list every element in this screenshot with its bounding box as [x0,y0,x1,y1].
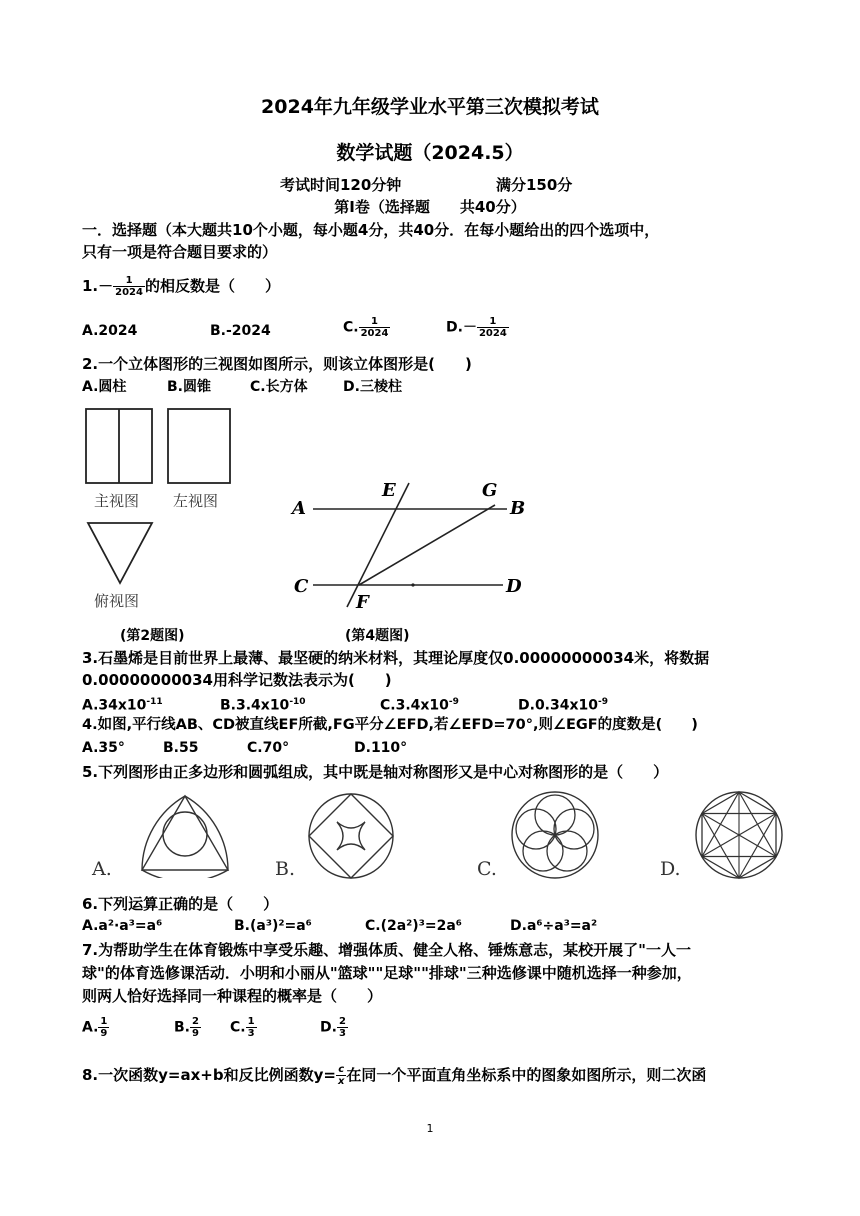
q5-label-a: A. [92,858,112,880]
question-8: 8.一次函数y=ax+b和反比例函数y= $\frac{c}{x}$ 在同一个平面直角坐标系中的图象如图所示，则二次函 [82,1064,707,1087]
q2-option-d: D.三棱柱 [343,379,402,395]
q2-option-a: A.圆柱 [82,379,127,395]
q5-figure-b [305,790,397,882]
page-number: 1 [426,1122,434,1135]
q1-option-b: B.-2024 [210,323,271,339]
page-title: 2024年九年级学业水平第三次模拟考试 [261,96,599,118]
q1-option-d: D.－ $\frac{1}{2024}$ [446,316,507,339]
q6-option-a: A.a²·a³=a⁶ [82,918,163,934]
q5-label-c: C. [477,858,497,880]
point-label-c: C [294,576,309,597]
q6-option-c: C.(2a²)³=2a⁶ [365,918,462,934]
q6-option-d: D.a⁶÷a³=a² [510,918,598,934]
question-7-line1: 7.为帮助学生在体育锻炼中享受乐趣、增强体质、健全人格、锤炼意志，某校开展了"一人一 [82,941,691,959]
q4-option-b: B.55 [163,740,199,756]
question-6: 6.下列运算正确的是（ ） [82,895,279,913]
q7-option-c: C. $\frac{1}{3}$ [230,1016,255,1039]
q7-option-d: D. $\frac{2}{3}$ [320,1016,346,1039]
q3-option-b: $B.3.4x10^{-10}$ [220,697,306,714]
q4-option-d: D.110° [354,740,408,756]
q4-option-c: C.70° [247,740,290,756]
side-view-label: 左视图 [173,492,219,510]
point-label-e: E [382,480,396,501]
section-intro-line1: 一．选择题（本大题共10个小题，每小题4分，共40分．在每小题给出的四个选项中， [82,221,660,239]
q2-option-c: C.长方体 [250,379,308,395]
page-subtitle: 数学试题（2024.5） [336,142,524,164]
q4-option-a: A.35° [82,740,125,756]
q5-label-b: B. [275,858,296,880]
q7-option-a: A. $\frac{1}{9}$ [82,1016,108,1039]
q3-option-d: $D.0.34x10^{-9}$ [518,697,608,714]
q5-figure-d [692,788,786,882]
point-label-g: G [482,480,498,501]
q5-figure-a [125,788,245,878]
question-3-line1: 3.石墨烯是目前世界上最薄、最坚硬的纳米材料，其理论厚度仅0.00000000034米，将数据 [82,649,710,667]
figure-2-caption: (第2题图) [120,628,185,644]
q5-label-d: D. [660,858,681,880]
parallel-lines-figure [285,475,535,615]
question-3-line2: 0.00000000034用科学记数法表示为( ) [82,671,392,689]
point-label-b: B [510,498,526,519]
question-4: 4.如图,平行线AB、CD被直线EF所截,FG平分∠EFD,若∠EFD=70°,则∠EGF的度数是( ) [82,717,698,733]
q6-option-b: B.(a³)²=a⁶ [234,918,312,934]
front-view-label: 主视图 [94,492,140,510]
point-label-d: D [506,576,522,597]
point-label-a: A [292,498,306,519]
volume-title: 第Ⅰ卷（选择题 共40分） [334,198,526,216]
q3-option-c: $C.3.4x10^{-9}$ [380,697,459,714]
question-5: 5.下列图形由正多边形和圆弧组成，其中既是轴对称图形又是中心对称图形的是（ ） [82,763,669,781]
top-view-label: 俯视图 [94,592,140,610]
exam-time: 考试时间120分钟 [280,176,402,194]
question-7-line3: 则两人恰好选择同一种课程的概率是（ ） [82,987,383,1005]
question-2: 2.一个立体图形的三视图如图所示，则该立体图形是( ) [82,355,472,373]
question-1: 1.－ $\frac{1}{2024}$ 的相反数是（ ） [82,275,280,298]
q1-option-c: C. $\frac{1}{2024}$ [343,316,389,339]
q2-option-b: B.圆锥 [167,379,211,395]
section-intro-line2: 只有一项是符合题目要求的） [82,243,278,261]
q3-option-a: $A.34x10^{-11}$ [82,697,163,714]
question-7-line2: 球"的体育选修课活动．小明和小丽从"篮球""足球""排球"三种选修课中随机选择一种参加， [82,964,692,982]
q1-option-a: A.2024 [82,323,138,339]
q7-option-b: B. $\frac{2}{9}$ [174,1016,199,1039]
exam-score: 满分150分 [496,176,573,194]
point-label-f: F [356,592,369,613]
figure-4-caption: (第4题图) [345,628,410,644]
q5-figure-c [508,788,602,882]
